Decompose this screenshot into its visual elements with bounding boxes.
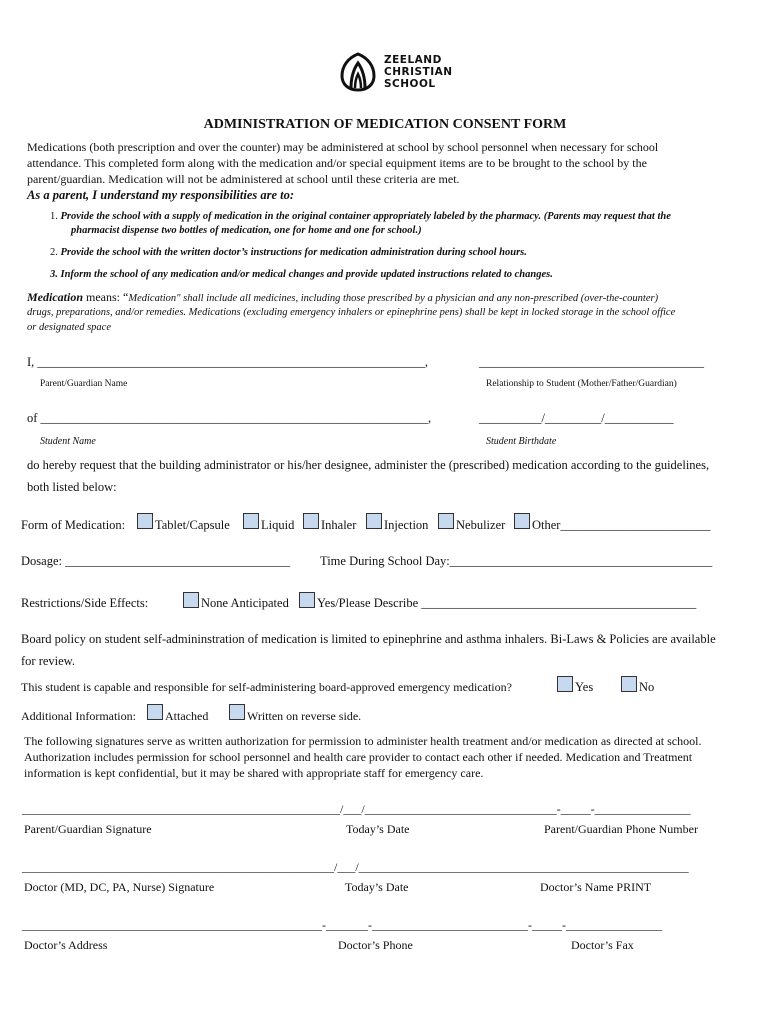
school-logo	[340, 52, 460, 94]
written-reverse-label: Written on reverse side.	[247, 709, 362, 723]
intro-line-3: parent/guardian. Medication will not be administered at school until these criteria are met.	[27, 172, 460, 186]
dosage-field[interactable]	[21, 554, 290, 569]
doctor-date-label: Today’s Date	[345, 880, 409, 894]
relationship-label: Relationship to Student (Mother/Father/Guardian)	[486, 379, 677, 389]
intro-line-1: Medications (both prescription and over the counter) may be administered at school by school personnel when necessary for school	[27, 140, 659, 154]
time-line[interactable]: __________________________________________	[449, 554, 713, 568]
nebulizer-label: Nebulizer	[456, 518, 506, 532]
medication-def-text-1: Medication" shall include all medicines, including those prescribed by a physician and any non-prescribed (over-the-counter)	[128, 293, 659, 304]
liquid-label: Liquid	[261, 518, 295, 532]
parent-name-line[interactable]: ______________________________________________________________,	[37, 355, 429, 369]
intro-line-2: attendance. This completed form along with the medication and/or special equipment items are to be brought to the school by the	[27, 156, 647, 170]
signatures-text-2: Authorization includes permission for school personnel and health care provider to contact each other if needed. Medication and Treatment	[24, 750, 693, 764]
parent-name-label: Parent/Guardian Name	[40, 379, 128, 389]
injection-label: Injection	[384, 518, 429, 532]
inhaler-checkbox[interactable]	[303, 513, 319, 529]
dosage-label: Dosage:	[21, 554, 66, 568]
tablet-capsule-label: Tablet/Capsule	[155, 518, 230, 532]
form-of-medication-label: Form of Medication:	[21, 518, 126, 532]
liquid-checkbox[interactable]	[243, 513, 259, 529]
none-anticipated-checkbox[interactable]	[183, 592, 199, 608]
doctor-address-line[interactable]: __________________________________________________-_______-__________________________-_____-________________	[22, 918, 662, 932]
doctor-signature-line[interactable]: ____________________________________________________/___/_______________________________________________________	[22, 860, 689, 874]
of-prefix: of	[27, 411, 41, 425]
other-label[interactable]: Other________________________	[532, 518, 711, 532]
responsibility-1-line-1: Provide the school with a supply of medication in the original container appropriately labeled by the pharmacy. (Parents may request that the	[60, 211, 671, 222]
capable-yes-checkbox[interactable]	[557, 676, 573, 692]
yes-describe-label: Yes/Please Describe	[317, 596, 422, 610]
parent-name-field[interactable]	[27, 355, 428, 370]
none-anticipated-label: None Anticipated	[201, 596, 289, 610]
responsibilities-heading: As a parent, I understand my responsibilities are to:	[27, 188, 295, 202]
side-effects-line[interactable]: ____________________________________________	[421, 596, 697, 610]
board-policy-line-2: for review.	[21, 654, 76, 668]
responsibility-1	[50, 211, 671, 222]
time-during-school-day-field[interactable]	[320, 554, 712, 569]
doctor-fax-label: Doctor’s Fax	[571, 938, 634, 952]
other-checkbox[interactable]	[514, 513, 530, 529]
flame-arch-logo-icon	[340, 52, 376, 92]
capable-no-label: No	[639, 680, 655, 694]
medication-means: means: “	[83, 290, 129, 304]
student-name-line[interactable]: ______________________________________________________________,	[40, 411, 432, 425]
responsibility-1-num: 1.	[50, 211, 58, 222]
request-line-1: do hereby request that the building administrator or his/her designee, administer the (prescribed) medication according to the guidelines,	[27, 458, 710, 472]
relationship-field[interactable]: ____________________________________	[479, 355, 704, 369]
responsibility-2-num: 2.	[50, 247, 58, 258]
student-birthdate-label: Student Birthdate	[486, 436, 557, 447]
side-effects-label: Restrictions/Side Effects:	[21, 596, 149, 610]
medication-definition-line-1	[27, 290, 658, 305]
board-policy-line-1: Board policy on student self-admininstration of medication is limited to epinephrine and asthma inhalers. Bi-Laws & Policies are available	[21, 632, 716, 646]
request-line-2: both listed below:	[27, 480, 117, 494]
doctor-name-label: Doctor’s Name PRINT	[540, 880, 652, 894]
time-label: Time During School Day:	[320, 554, 450, 568]
student-birthdate-field[interactable]: __________/_________/___________	[479, 411, 674, 425]
capable-yes-label: Yes	[575, 680, 594, 694]
parent-phone-label: Parent/Guardian Phone Number	[544, 822, 698, 836]
student-name-label: Student Name	[40, 436, 96, 447]
logo-line-1: ZEELAND	[384, 54, 442, 66]
attached-label: Attached	[165, 709, 209, 723]
capable-no-checkbox[interactable]	[621, 676, 637, 692]
yes-describe-checkbox[interactable]	[299, 592, 315, 608]
signatures-text-1: The following signatures serve as written authorization for permission to administer health treatment and/or medication as directed at school.	[24, 734, 702, 748]
yes-describe-field[interactable]	[317, 596, 696, 611]
student-name-field[interactable]	[27, 411, 431, 426]
medication-def-text-2: drugs, preparations, and/or remedies. Medications (excluding emergency inhalers or epinephrine pens) shall be kept in locked storage in the school office	[27, 307, 676, 318]
parent-signature-line[interactable]: _____________________________________________________/___/________________________________-_____-________________	[22, 802, 691, 816]
parent-date-label: Today’s Date	[346, 822, 410, 836]
doctor-phone-label: Doctor’s Phone	[338, 938, 413, 952]
responsibility-1-line-2: pharmacist dispense two bottles of medication, one for home and one for school.)	[71, 225, 422, 236]
medication-def-text-3: or designated space	[27, 322, 111, 333]
doctor-address-label: Doctor’s Address	[24, 938, 108, 952]
medication-term: Medication	[27, 290, 83, 304]
injection-checkbox[interactable]	[366, 513, 382, 529]
form-title: ADMINISTRATION OF MEDICATION CONSENT FORM	[203, 117, 567, 132]
capable-question: This student is capable and responsible for self-administering board-approved emergency medication?	[21, 680, 512, 694]
parent-signature-label: Parent/Guardian Signature	[24, 822, 152, 836]
nebulizer-checkbox[interactable]	[438, 513, 454, 529]
responsibility-2	[50, 247, 527, 258]
inhaler-label: Inhaler	[321, 518, 357, 532]
logo-line-2: CHRISTIAN	[384, 66, 453, 78]
tablet-capsule-checkbox[interactable]	[137, 513, 153, 529]
responsibility-2-text: Provide the school with the written doctor’s instructions for medication administration during school hours.	[60, 247, 527, 258]
dosage-line[interactable]: ____________________________________	[65, 554, 291, 568]
attached-checkbox[interactable]	[147, 704, 163, 720]
logo-line-3: SCHOOL	[384, 78, 436, 90]
written-reverse-checkbox[interactable]	[229, 704, 245, 720]
additional-info-label: Additional Information:	[21, 709, 136, 723]
doctor-signature-label: Doctor (MD, DC, PA, Nurse) Signature	[24, 880, 215, 894]
responsibility-3: 3. Inform the school of any medication and/or medical changes and provide updated instructions related to changes.	[50, 269, 553, 280]
signatures-text-3: information is kept confidential, but it may be shared with appropriate staff for emergency care.	[24, 766, 484, 780]
i-prefix: I,	[27, 355, 38, 369]
